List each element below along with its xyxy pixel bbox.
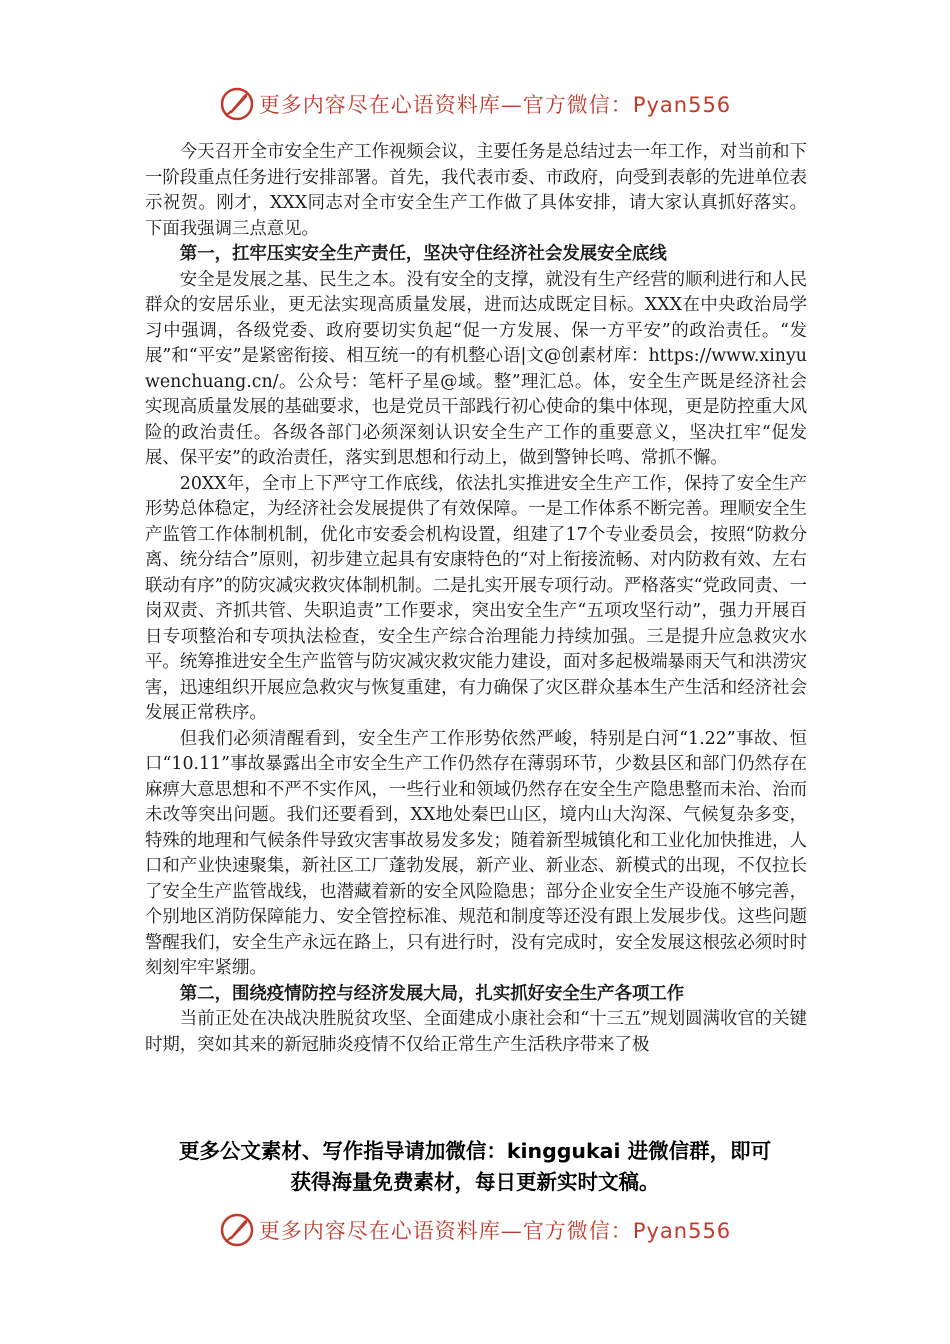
banner-wechat-id: Pyan556 — [632, 1219, 732, 1243]
banner-wechat-id: Pyan556 — [632, 93, 732, 117]
promo-line-1: 更多公文素材、写作指导请加微信：kinggukai 进微信群，即可 — [178, 1139, 772, 1163]
paragraph: 安全是发展之基、民生之本。没有安全的支撑，就没有生产经营的顺利进行和人民群众的安居乐业，更无法实现高质量发展，进而达成既定目标。XXX在中央政治局学习中强调，各级党委、政府要切实负起“促一方发展、保一方平安”的政治责任。“发展”和“平安”是紧密衔接、相互统一的有机整心语|文@创素材库：https://www.xinyuwenchuang.cn/。公众号：笔杆子星@域。整”理汇总。体，安全生产既是经济社会实现高质量发展的基础要求，也是党员干部践行初心使命的集中体现，更是防控重大风险的政治责任。各级各部门必须深刻认识安全生产工作的重要意义，坚决扛牢“促发展、保平安”的政治责任，落实到思想和行动上，做到警钟长鸣、常抓不懈。 — [145, 269, 807, 468]
banner-text: 更多内容尽在心语资料库—官方微信：Pyan556 — [258, 1219, 732, 1243]
paragraph: 但我们必须清醒看到，安全生产工作形势依然严峻，特别是白河“1.22”事故、恒口“10.11”事故暴露出全市安全生产工作仍然存在薄弱环节，少数县区和部门仍然存在麻痹大意思想和不严不实作风，一些行业和领域仍然存在安全生产隐患整而未治、治而未改等突出问题。我们还要看到，XX地处秦巴山区，境内山大沟深、气候复杂多变，特殊的地理和气候条件导致灾害事故易发多发；随着新型城镇化和工业化加快推进，人口和产业快速聚集，新社区工厂蓬勃发展，新产业、新业态、新模式的出现，不仅拉长了安全生产监管战线，也潜藏着新的安全风险隐患；部分企业安全生产设施不够完善，个别地区消防保障能力、安全管控标准、规范和制度等还没有跟上发展步伐。这些问题警醒我们，安全生产永远在路上，只有进行时，没有完成时，安全发展这根弦必须时时刻刻牢牢紧绷。 — [145, 728, 807, 978]
quill-logo-icon — [219, 1212, 255, 1248]
paragraph: 20XX年，全市上下严守工作底线，依法扎实推进安全生产工作，保持了安全生产形势总体稳定，为经济社会发展提供了有效保障。一是工作体系不断完善。理顺安全生产监管工作体制机制，优化市安委会机构设置，组建了17个专业委员会，按照“防救分离、统分结合”原则，初步建立起具有安康特色的“对上衔接流畅、对内防救有效、左右联动有序”的防灾减灾救灾体制机制。二是扎实开展专项行动。严格落实“党政同责、一岗双责、齐抓共管、失职追责”工作要求，突出安全生产“五项攻坚行动”，强力开展百日专项整治和专项执法检查，安全生产综合治理能力持续加强。三是提升应急救灾水平。统筹推进安全生产监管与防灾减灾救灾能力建设，面对多起极端暴雨天气和洪涝灾害，迅速组织开展应急救灾与恢复重建，有力确保了灾区群众基本生产生活和经济社会发展正常秩序。 — [145, 473, 807, 723]
paragraph: 今天召开全市安全生产工作视频会议，主要任务是总结过去一年工作，对当前和下一阶段重点任务进行安排部署。首先，我代表市委、市政府，向受到表彰的先进单位表示祝贺。刚才，XXX同志对全市安全生产工作做了具体安排，请大家认真抓好落实。下面我强调三点意见。 — [145, 142, 807, 239]
quill-logo-icon — [219, 86, 255, 122]
header-banner — [0, 82, 950, 126]
footer-banner — [0, 1208, 950, 1252]
promo-notice — [0, 1136, 950, 1198]
document-body — [145, 140, 807, 1058]
banner-text: 更多内容尽在心语资料库—官方微信：Pyan556 — [258, 93, 732, 117]
section-heading: 第一，扛牢压实安全生产责任，坚决守住经济社会发展安全底线 — [179, 244, 667, 264]
promo-line-2: 获得海量免费素材，每日更新实时文稿。 — [290, 1170, 660, 1194]
paragraph: 当前正处在决战决胜脱贫攻坚、全面建成小康社会和“十三五”规划圆满收官的关键时期，突如其来的新冠肺炎疫情不仅给正常生产生活秩序带来了极 — [145, 1009, 807, 1055]
section-heading: 第二，围绕疫情防控与经济发展大局，扎实抓好安全生产各项工作 — [179, 983, 685, 1004]
